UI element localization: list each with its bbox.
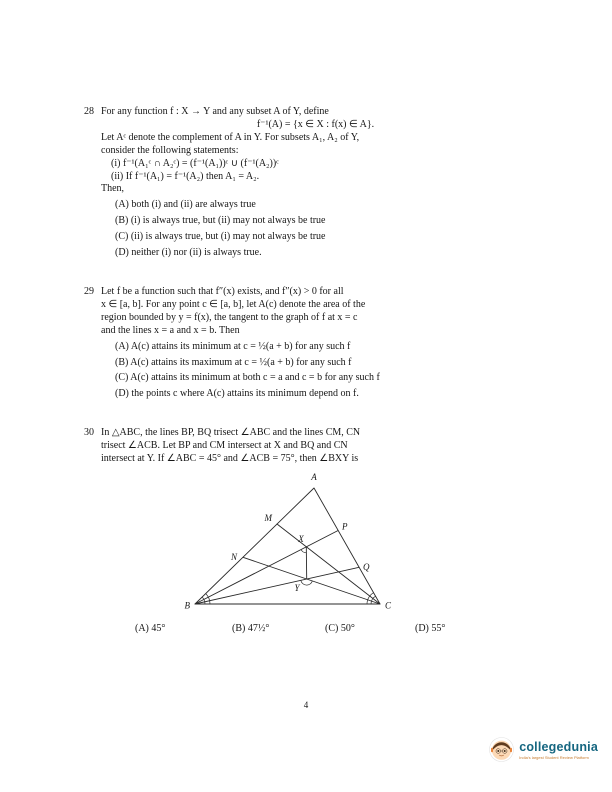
question-line: Then, [101, 183, 125, 195]
point-label-y: Y [294, 582, 300, 593]
question-30-options [135, 623, 530, 636]
question-28 [84, 106, 530, 260]
collegedunia-logo [489, 737, 598, 762]
point-label-p: P [342, 521, 348, 532]
option-b: (B) A(c) attains its maximum at c = ½(a + b) for any such f [115, 356, 352, 368]
question-29-body [101, 286, 530, 401]
triangle-outline [195, 488, 380, 604]
point-label-x: X [298, 533, 304, 544]
triangle-abc-diagram [159, 467, 419, 613]
question-line: intersect at Y. If ∠ABC = 45° and ∠ACB = 75°, then ∠BXY is [101, 453, 359, 465]
triangle-figure [159, 467, 530, 618]
option-a: (A) both (i) and (ii) are always true [115, 199, 256, 211]
statement-i: (i) f⁻¹(A₁ᶜ ∩ A₂ᶜ) = (f⁻¹(A₁))ᶜ ∪ (f⁻¹(A₂))ᶜ [111, 157, 279, 169]
point-label-m: M [264, 512, 272, 523]
option-c: (C) 50° [325, 622, 355, 634]
question-line: x ∈ [a, b]. For any point c ∈ [a, b], let A(c) denote the area of the [101, 298, 366, 310]
line-CN [243, 557, 380, 604]
option-c: (C) (ii) is always true, but (i) may not always be true [115, 231, 326, 243]
questions-area [84, 106, 530, 636]
angle-arc-Y [301, 580, 313, 585]
point-label-n: N [230, 551, 237, 562]
question-line: consider the following statements: [101, 144, 239, 156]
line-BQ [195, 567, 359, 604]
angle-arc-X [301, 549, 306, 552]
question-30-number: 30 [84, 427, 94, 439]
line-BP [195, 530, 338, 604]
logo-text-block [519, 740, 598, 760]
angle-arc-B-outer [206, 594, 210, 604]
logo-tagline: India's largest Student Review Platform [519, 754, 589, 760]
question-28-number: 28 [84, 106, 94, 117]
option-a: (A) 45° [135, 622, 166, 634]
display-equation: f⁻¹(A) = {x ∈ X : f(x) ∈ A}. [256, 118, 375, 130]
statement-ii: (ii) If f⁻¹(A₁) = f⁻¹(A₂) then A₁ = A₂. [111, 170, 260, 182]
question-30-body [101, 427, 530, 636]
question-29 [84, 286, 530, 401]
option-a: (A) A(c) attains its minimum at c = ½(a + b) for any such f [115, 340, 351, 352]
page-number: 4 [303, 700, 309, 710]
vertex-label-a: A [311, 471, 317, 482]
question-29-number: 29 [84, 285, 94, 297]
question-line: Let Aᶜ denote the complement of A in Y. For subsets A₁, A₂ of Y, [101, 131, 360, 143]
option-b: (B) (i) is always true, but (ii) may not always be true [115, 215, 326, 227]
collegedunia-mascot-icon [489, 737, 514, 762]
question-28-body [101, 106, 530, 260]
option-b: (B) 47½° [232, 622, 270, 634]
question-line: and the lines x = a and x = b. Then [101, 324, 240, 336]
logo-wordmark: collegedunia [519, 739, 598, 754]
point-label-q: Q [363, 561, 370, 572]
question-line: region bounded by y = f(x), the tangent to the graph of f at x = c [101, 311, 358, 323]
option-d: (D) neither (i) nor (ii) is always true. [115, 247, 262, 259]
question-30 [84, 427, 530, 636]
option-d: (D) the points c where A(c) attains its minimum depend on f. [115, 388, 359, 400]
question-line: In △ABC, the lines BP, BQ trisect ∠ABC and the lines CM, CN [101, 427, 361, 439]
option-d: (D) 55° [415, 622, 446, 634]
vertex-label-c: C [385, 600, 392, 611]
question-line: Let f be a function such that f″(x) exists, and f″(x) > 0 for all [101, 285, 344, 297]
question-line: trisect ∠ACB. Let BP and CM intersect at X and BQ and CN [101, 440, 348, 452]
question-line: For any function f : X → Y and any subset A of Y, define [101, 106, 329, 117]
option-c: (C) A(c) attains its minimum at both c = a and c = b for any such f [115, 372, 380, 384]
vertex-label-b: B [184, 600, 190, 611]
